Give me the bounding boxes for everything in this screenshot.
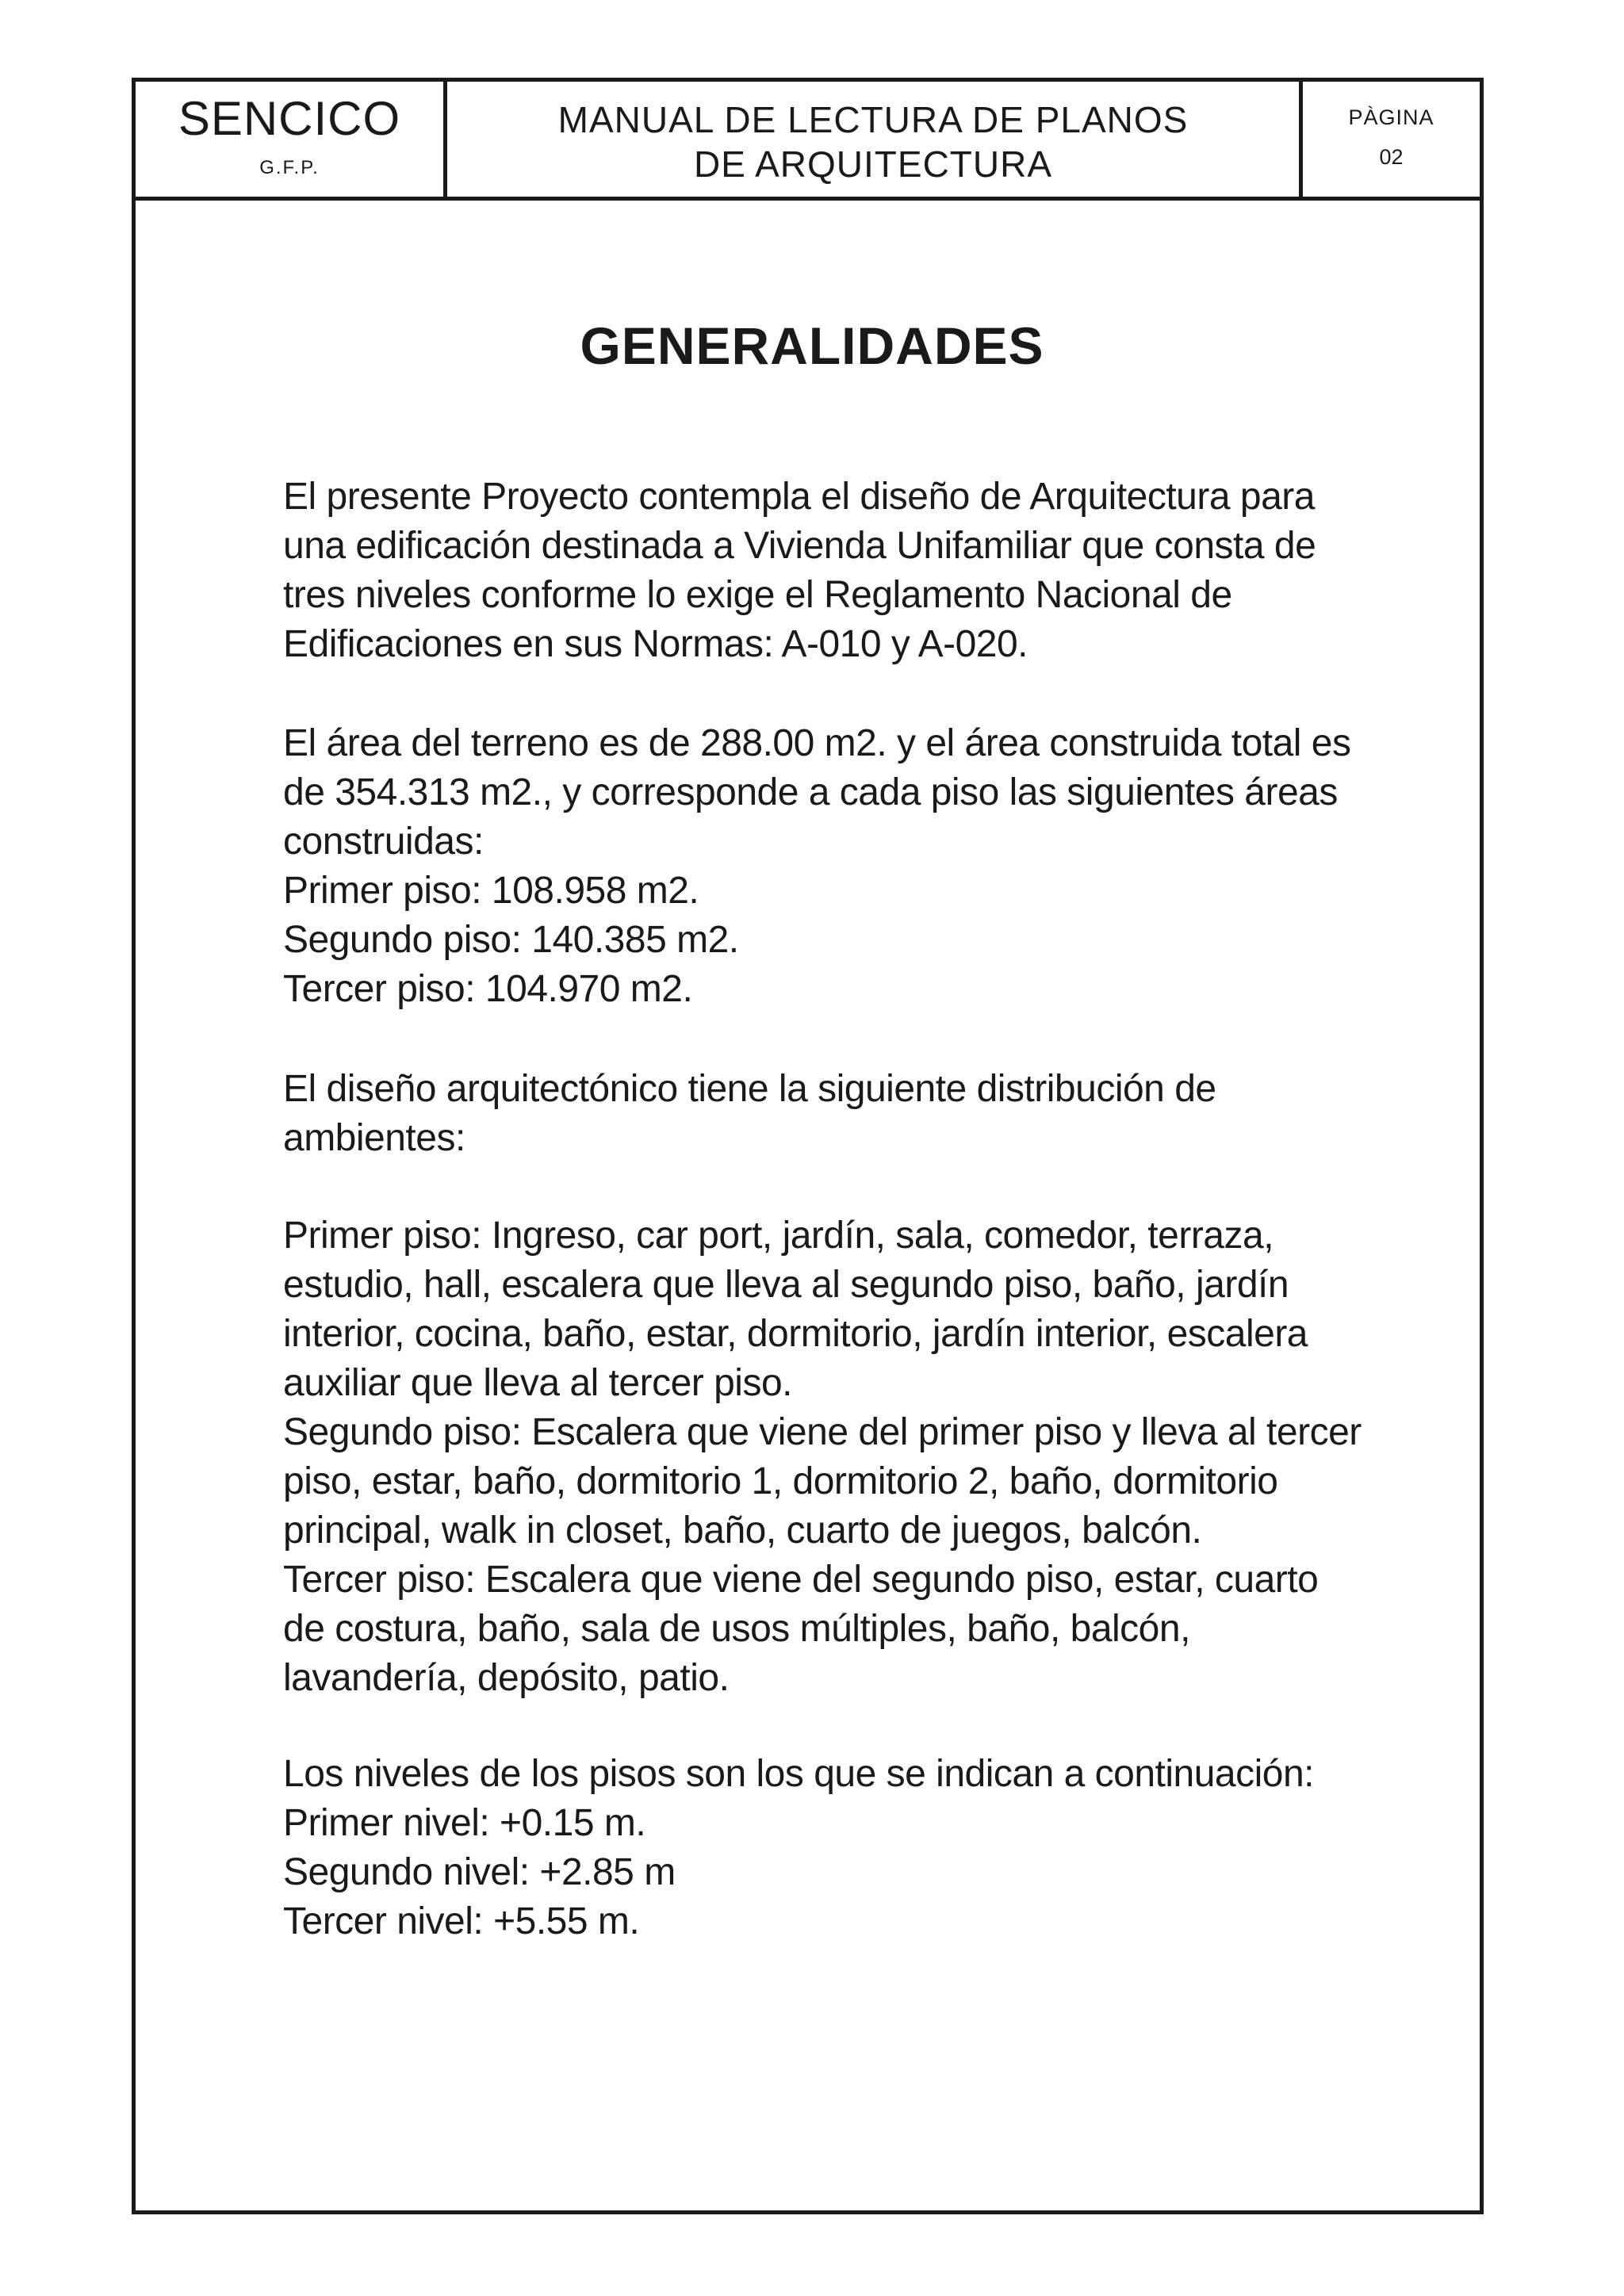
page-number: 02: [1379, 145, 1404, 169]
page-label: PÀGINA: [1348, 105, 1434, 129]
text-line: Segundo nivel: +2.85 m: [283, 1851, 676, 1893]
manual-title-line-1: MANUAL DE LECTURA DE PLANOS: [557, 99, 1189, 140]
text-line: construidas:: [283, 821, 484, 863]
section-heading: GENERALIDADES: [580, 316, 1044, 375]
text-line: de costura, baño, sala de usos múltiples, baño, balcón,: [283, 1608, 1190, 1650]
org-subtitle: G.F.P.: [259, 157, 320, 178]
text-line: Primer nivel: +0.15 m.: [283, 1802, 646, 1844]
text-line: Primer piso: 108.958 m2.: [283, 870, 699, 912]
text-line: de 354.313 m2., y corresponde a cada piso las siguientes áreas: [283, 771, 1338, 813]
text-line: El área del terreno es de 288.00 m2. y el área construida total es: [283, 722, 1351, 764]
text-line: interior, cocina, baño, estar, dormitorio, jardín interior, escalera: [283, 1313, 1308, 1355]
text-line: El presente Proyecto contempla el diseño de Arquitectura para: [283, 476, 1315, 518]
text-line: estudio, hall, escalera que lleva al segundo piso, baño, jardín: [283, 1264, 1289, 1306]
header-page-cell: [1303, 82, 1480, 197]
paragraph-intro: [283, 473, 1449, 669]
text-line: Tercer piso: 104.970 m2.: [283, 968, 693, 1010]
paragraph-levels: [283, 1750, 1449, 1946]
paragraph-distribution: [283, 1211, 1449, 1703]
text-line: Tercer piso: Escalera que viene del segundo piso, estar, cuarto: [283, 1559, 1319, 1601]
manual-title-line-2: DE ARQUITECTURA: [693, 144, 1053, 185]
paragraph-areas: [283, 719, 1449, 1014]
text-line: lavandería, depósito, patio.: [283, 1657, 730, 1699]
text-line: Tercer nivel: +5.55 m.: [283, 1900, 640, 1942]
text-line: Primer piso: Ingreso, car port, jardín, sala, comedor, terraza,: [283, 1215, 1274, 1257]
text-line: El diseño arquitectónico tiene la siguiente distribución de: [283, 1068, 1216, 1110]
text-line: piso, estar, baño, dormitorio 1, dormitorio 2, baño, dormitorio: [283, 1460, 1278, 1502]
text-line: Edificaciones en sus Normas: A-010 y A-020.: [283, 623, 1028, 665]
text-line: auxiliar que lleva al tercer piso.: [283, 1362, 792, 1404]
header-org-cell: [136, 82, 447, 197]
text-line: Los niveles de los pisos son los que se indican a continuación:: [283, 1753, 1315, 1795]
org-name: SENCICO: [178, 92, 401, 145]
text-line: principal, walk in closet, baño, cuarto de juegos, balcón.: [283, 1510, 1202, 1552]
text-line: Segundo piso: 140.385 m2.: [283, 919, 739, 961]
text-line: ambientes:: [283, 1117, 465, 1159]
header-title-cell: [447, 82, 1303, 197]
text-line: Segundo piso: Escalera que viene del primer piso y lleva al tercer: [283, 1411, 1362, 1453]
paragraph-design-intro: [283, 1065, 1449, 1163]
manual-title: [447, 98, 1299, 186]
text-line: tres niveles conforme lo exige el Reglamento Nacional de: [283, 574, 1232, 616]
text-line: una edificación destinada a Vivienda Unifamiliar que consta de: [283, 525, 1316, 567]
document-header: [136, 82, 1480, 201]
